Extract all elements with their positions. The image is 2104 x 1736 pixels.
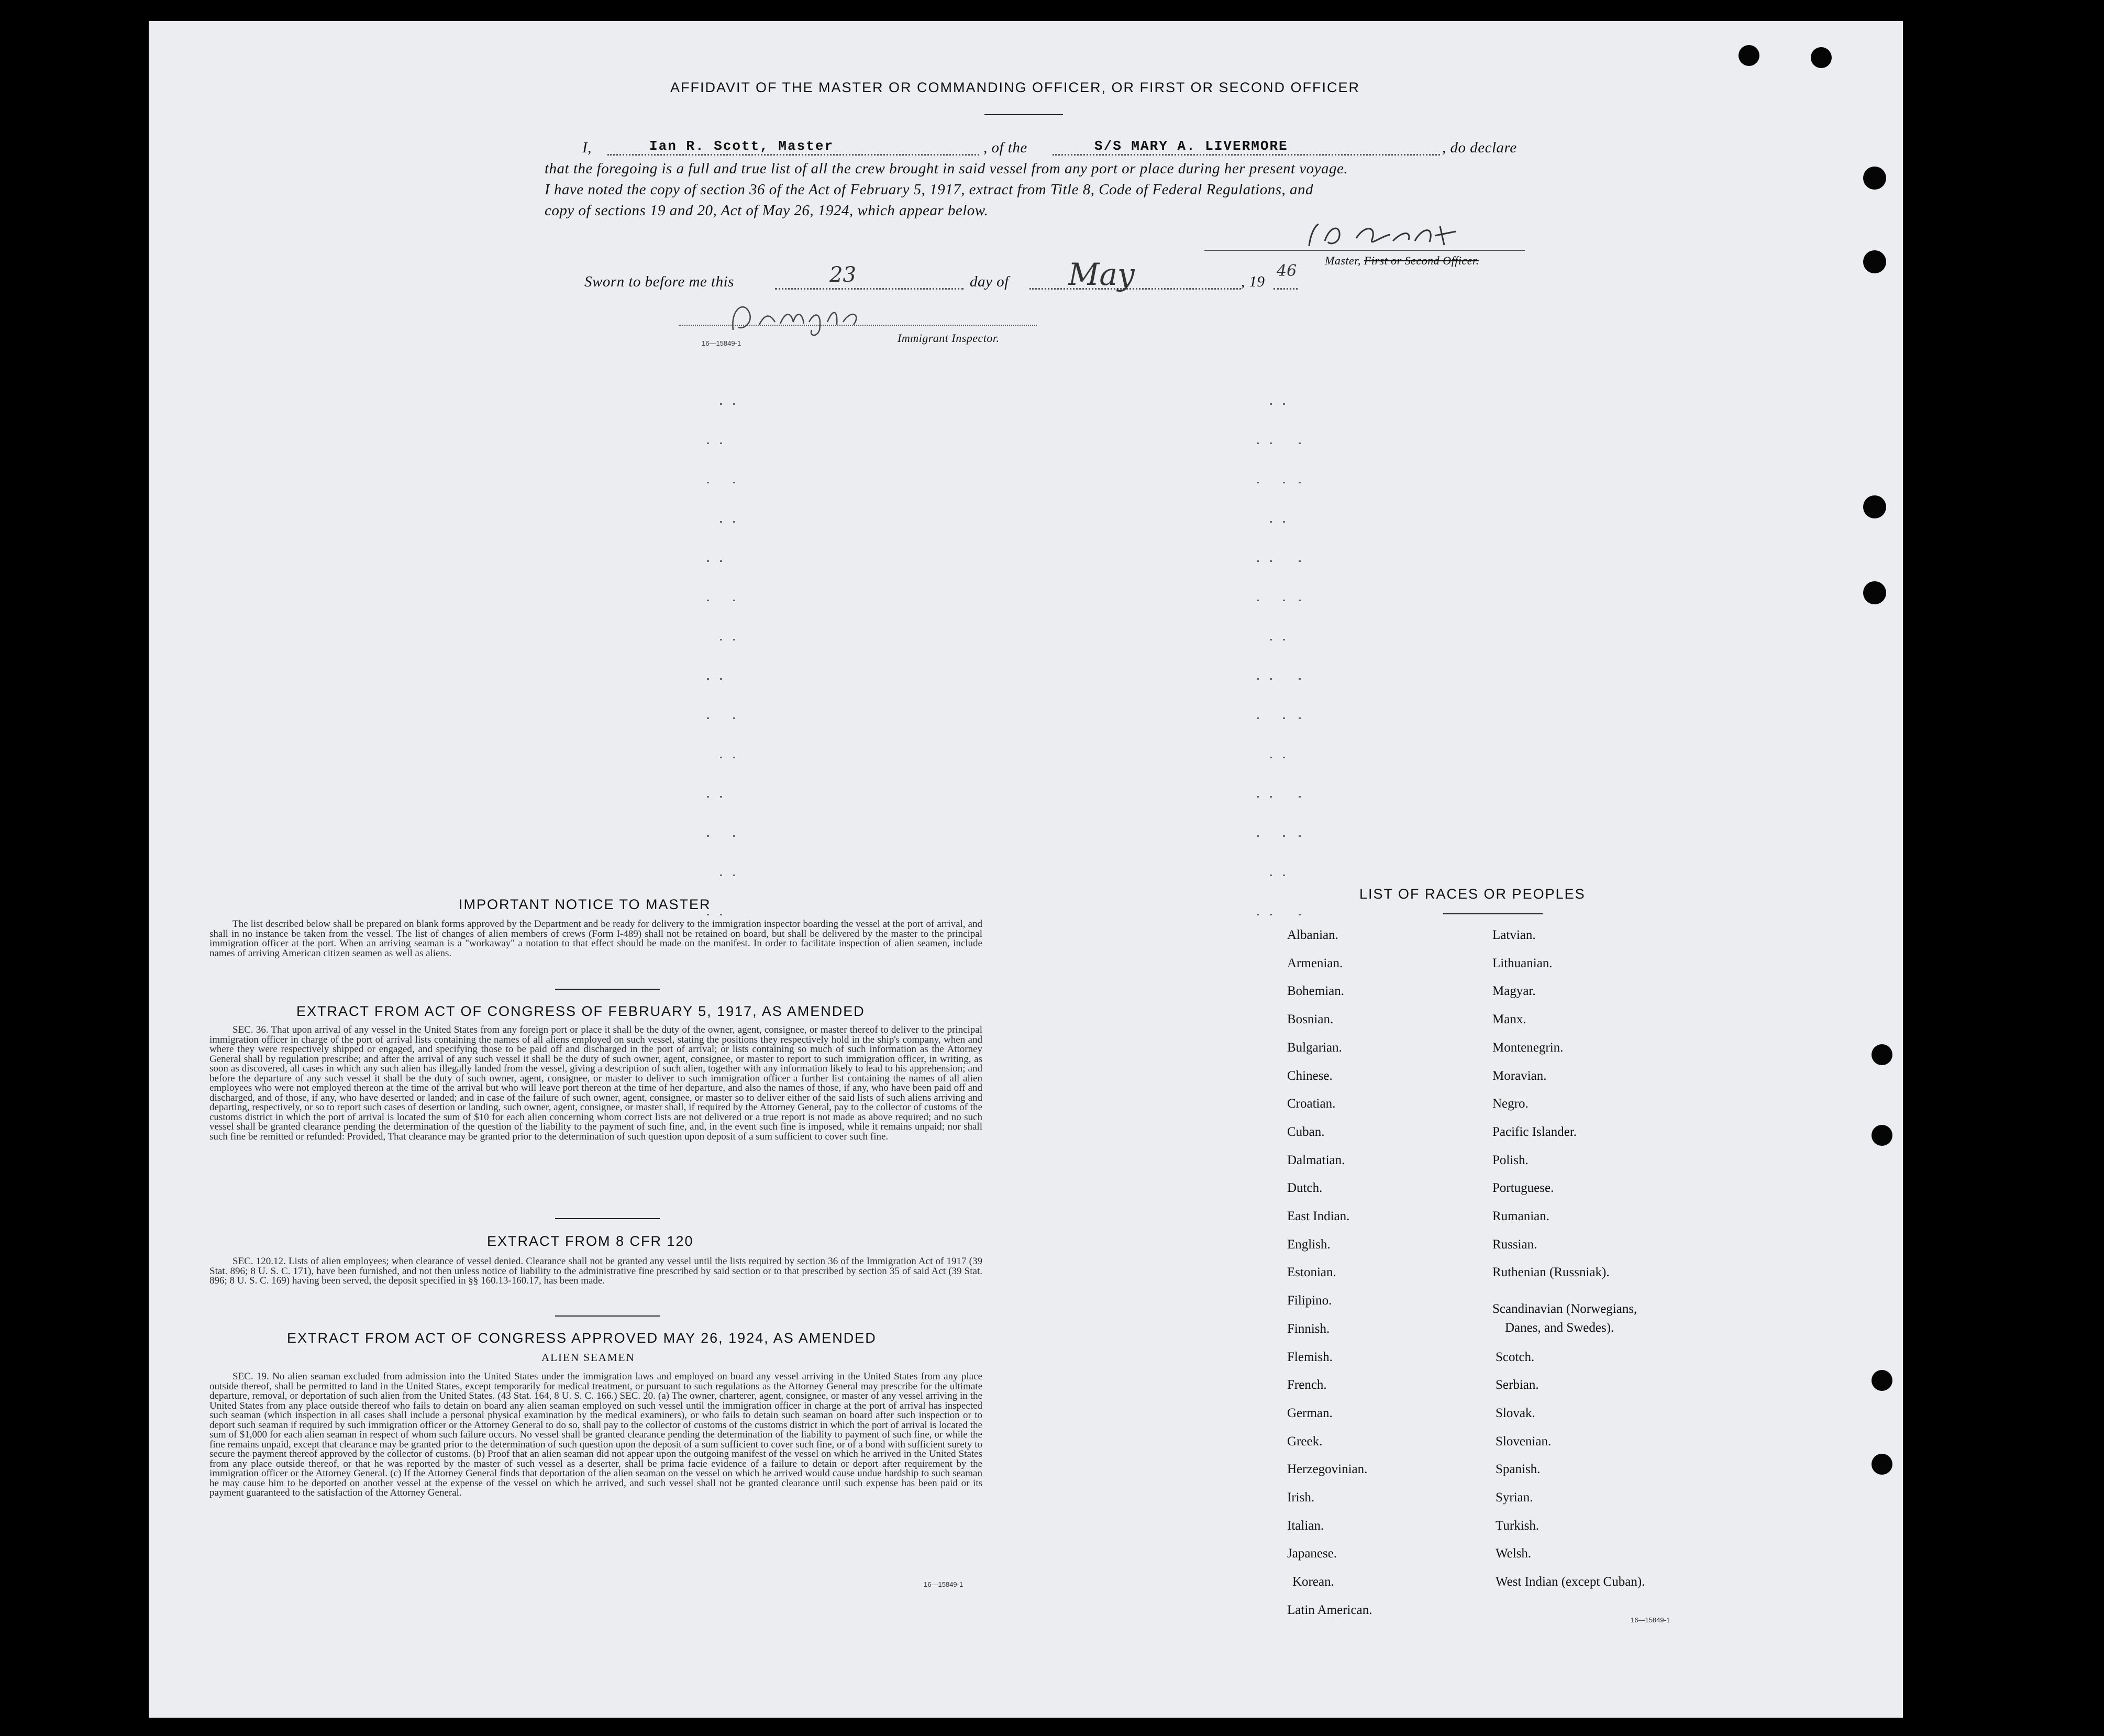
print-speck [1270,678,1272,680]
master-caption-struck: First or Second Officer. [1364,254,1479,267]
race-item: Syrian. [1496,1490,1533,1505]
print-speck [1270,443,1272,444]
extract-8cfr-divider [555,1315,660,1317]
race-item: Korean. [1292,1575,1334,1589]
print-speck [1299,835,1301,837]
vessel-name-filled: S/S MARY A. LIVERMORE [1094,138,1288,154]
print-speck [720,521,722,523]
master-name-filled: Ian R. Scott, Master [649,138,834,154]
punch-hole [1738,45,1759,66]
races-form-code: 16—15849-1 [1631,1616,1670,1624]
month-line [1029,288,1241,290]
of-the-label: , of the [983,139,1027,156]
print-speck [720,678,722,680]
print-speck [1283,757,1285,758]
print-speck [707,560,709,562]
race-item: Rumanian. [1492,1209,1550,1223]
print-speck [1270,560,1272,562]
print-speck [1257,560,1259,562]
print-speck [720,757,722,758]
print-speck [733,521,735,523]
day-filled: 23 [829,263,856,287]
race-item: Moravian. [1492,1068,1547,1083]
print-speck [1257,443,1259,444]
race-item: Finnish. [1287,1321,1330,1336]
race-item: Slovenian. [1496,1434,1552,1448]
print-speck [733,835,735,837]
race-item: Filipino. [1287,1293,1332,1308]
race-item: Spanish. [1496,1462,1541,1477]
punch-hole [1863,581,1886,604]
print-speck [733,639,735,640]
print-speck [733,757,735,758]
print-speck [1283,600,1285,601]
race-item: Herzegovinian. [1287,1462,1368,1477]
race-item: Negro. [1492,1097,1529,1111]
punch-hole [1872,1125,1892,1146]
print-speck [1257,796,1259,798]
print-speck [720,443,722,444]
race-item: Greek. [1287,1434,1323,1448]
race-item: German. [1287,1406,1333,1420]
print-speck [1257,835,1259,837]
print-speck [1283,835,1285,837]
notice-body: The list described below shall be prepared on blank forms approved by the Department and be ready for delivery to the immigration inspector boarding the vessel at the port of arrival, and shall in no instance be taken from the vessel. The list of changes of alien members of crews (Form I-489) shall not be retained on board, but shall be delivered by the master to the principal immigration officer at the port. When an arriving seaman is a "workaway" a notation to that effect should be made on the manifest. In order to facilitate inspection of alien seamen, include names of arriving American citizen seamen as well as aliens. [209,919,982,959]
print-speck [707,914,709,915]
print-speck [707,835,709,837]
print-speck [707,796,709,798]
race-item: Irish. [1287,1490,1315,1505]
extract-1917-divider [555,1218,660,1219]
race-item: Scotch. [1496,1350,1535,1364]
declaration-i-label: I, [582,139,592,156]
print-speck [1299,717,1301,719]
print-speck [707,482,709,483]
print-speck [720,403,722,405]
punch-hole [1863,495,1886,518]
race-item: Flemish. [1287,1350,1333,1364]
race-item: Bohemian. [1287,984,1345,999]
inspector-signature-line [679,325,1037,326]
print-speck [707,600,709,601]
race-item: Ruthenian (Russniak). [1492,1265,1610,1280]
day-line [775,288,964,290]
print-speck [1283,717,1285,719]
race-item: Chinese. [1287,1068,1333,1083]
race-item: Russian. [1492,1237,1537,1252]
print-speck [733,403,735,405]
print-speck [1299,482,1301,483]
print-speck [1270,914,1272,915]
master-name-line [607,154,979,156]
race-item: Turkish. [1496,1518,1540,1533]
print-speck [1299,914,1301,915]
print-speck [1299,443,1301,444]
print-speck [1257,914,1259,915]
race-item: Scandinavian (Norwegians, [1492,1302,1637,1317]
race-item: Bulgarian. [1287,1040,1342,1055]
race-item: Japanese. [1287,1546,1337,1561]
affidavit-title: AFFIDAVIT OF THE MASTER OR COMMANDING OFFICER, OR FIRST OR SECOND OFFICER [670,80,1360,95]
year-filled: 46 [1277,262,1297,280]
print-speck [707,443,709,444]
print-speck [1270,796,1272,798]
race-item: Latin American. [1287,1602,1372,1617]
do-declare-label: , do declare [1442,139,1517,156]
print-speck [1257,600,1259,601]
race-item: Croatian. [1287,1097,1336,1111]
punch-hole [1872,1370,1892,1391]
extract-1917-title: EXTRACT FROM ACT OF CONGRESS OF FEBRUARY 5, 1917, AS AMENDED [296,1003,865,1019]
print-speck [1270,521,1272,523]
punch-hole [1872,1454,1892,1475]
declaration-line-4: copy of sections 19 and 20, Act of May 26, 1924, which appear below. [545,202,989,219]
race-item: Armenian. [1287,956,1343,970]
print-speck [1270,403,1272,405]
race-item: Albanian. [1287,928,1338,942]
print-speck [1283,403,1285,405]
print-speck [1283,521,1285,523]
declaration-line-3: I have noted the copy of section 36 of the Act of February 5, 1917, extract from Title 8, Code of Federal Regulations, and [545,181,1314,198]
print-speck [1299,600,1301,601]
race-item: Magyar. [1492,984,1536,999]
race-item: Portuguese. [1492,1181,1554,1196]
extract-1924-title: EXTRACT FROM ACT OF CONGRESS APPROVED MAY 26, 1924, AS AMENDED [287,1330,877,1346]
declaration-line-2: that the foregoing is a full and true list of all the crew brought in said vessel from any port or place during her present voyage. [545,160,1348,177]
race-item: Danes, and Swedes). [1505,1321,1614,1335]
print-speck [1270,639,1272,640]
extract-8cfr-body: SEC. 120.12. Lists of alien employees; when clearance of vessel denied. Clearance shall not be granted any vessel until the lists required by section 36 of the Immigration Act of 1917 (39 Stat. 896; 8 U. S. C. 171), have been furnished, and not then unless notice of liability to the administrative fine prescribed by said section or to that prescribed by section 35 of said Act (39 Stat. 896; 8 U. S. C. 169) having been served, the deposit specified in §§ 160.13-160.17, has been made. [209,1256,982,1286]
extract-8cfr-title: EXTRACT FROM 8 CFR 120 [487,1233,694,1249]
print-speck [1257,717,1259,719]
affidavit-form-code: 16—15849-1 [702,339,741,347]
print-speck [720,639,722,640]
title-divider [984,114,1063,115]
races-title: LIST OF RACES OR PEOPLES [1359,886,1586,902]
race-item: Serbian. [1496,1378,1539,1392]
print-speck [1270,875,1272,876]
print-speck [1283,875,1285,876]
race-item: French. [1287,1378,1327,1392]
race-item: West Indian (except Cuban). [1496,1575,1645,1589]
vessel-name-line [1053,154,1440,156]
race-item: Polish. [1492,1153,1529,1167]
race-item: Italian. [1287,1518,1324,1533]
print-speck [733,482,735,483]
punch-hole [1872,1044,1892,1065]
notice-title: IMPORTANT NOTICE TO MASTER [459,897,711,912]
month-filled: May [1068,257,1135,292]
race-item: Cuban. [1287,1124,1325,1139]
extract-1917-body: SEC. 36. That upon arrival of any vessel in the United States from any foreign port or place it shall be the duty of the owner, agent, consignee, or master thereof to deliver to the principal immigration officer in charge of the port of arrival lists containing the names of all aliens employed on such vessel, stating the positions they respectively hold in the ship's company, when and where they were respectively shipped or engaged, and specifying those to be paid off and discharged in the port of arrival; or lists containing so much of such information as the Attorney General shall by regulation prescribe; and after the arrival of any such vessel it shall be the duty of such owner, agent, consignee, or master to report to such immigration officer, in writing, as soon as discovered, all cases in which any such alien has illegally landed from the vessel, giving a description of such alien, together with any information likely to lead to his apprehension; and before the departure of any such vessel it shall be the duty of such owner, agent, consignee, or master to deliver to such immigration officer a further list containing the names of all alien employees who were not employed thereon at the time of the arrival but who will leave port thereon at the time of her departure, and also the names of those, if any, who have been paid off and discharged, and of those, if any, who have deserted or landed; and in case of the failure of such owner, agent, consignee, or master so to deliver either of the said lists of such aliens arriving and departing, respectively, or so to report such cases of desertion or landing, such owner, agent, consignee, or master shall, if required by the Attorney General, pay to the collector of customs of the customs district in which the port of arrival is located the sum of $10 for each alien concerning whom correct lists are not delivered or a true report is not made as above required; and no such vessel shall be granted clearance pending the determination of the question of the liability to the payment of such fine, and, in the event such fine is imposed, while it remains unpaid; nor shall such fine be remitted or refunded: Provided, That clearance may be granted prior to the determination of such question upon deposit of a sum sufficient to cover such fine. [209,1024,982,1142]
print-speck [1270,757,1272,758]
punch-hole [1811,47,1832,68]
master-caption [1325,250,1479,271]
print-speck [1299,560,1301,562]
year-prefix: , 19 [1241,273,1265,290]
inspector-caption: Immigrant Inspector. [898,331,1000,345]
sworn-label: Sworn to before me this [584,273,734,290]
race-item: Bosnian. [1287,1012,1334,1027]
race-item: Dutch. [1287,1181,1323,1196]
race-item: East Indian. [1287,1209,1350,1223]
print-speck [1257,678,1259,680]
print-speck [1257,482,1259,483]
print-speck [720,914,722,915]
notice-divider [555,989,660,990]
extract-1924-body: SEC. 19. No alien seaman excluded from admission into the United States under the immigration laws and employed on board any vessel arriving in the United States from any place outside thereof, shall be permitted to land in the United States, except temporarily for medical treatment, or pursuant to such regulations as the Attorney General may prescribe for the ultimate departure, removal, or deportation of such alien from the United States. (43 Stat. 164, 8 U. S. C. 166.) SEC. 20. (a) The owner, charterer, agent, consignee, or master of any vessel arriving in the United States from any place outside thereof who fails to detain on board any alien seaman employed on such vessel until the immigration officer in charge at the port of arrival has inspected such seaman (which inspection in all cases shall include a personal physical examination by the medical examiners), or who fails to detain such seaman on board after such inspection or to deport such seaman if required by such immigration officer or the Attorney General to do so, shall pay to the collector of customs of the customs district in which the port of arrival is located the sum of $1,000 for each alien seaman in respect of whom such failure occurs. No vessel shall be granted clearance pending the determination of the liability to payment of such fine, or while the fine remains unpaid, except that clearance may be granted prior to the determination of such question upon the deposit of a sum sufficient to cover such fine, or of a bond with sufficient surety to secure the payment thereof approved by the collector of customs. (b) Proof that an alien seaman did not appear upon the outgoing manifest of the vessel on which he arrived in the United States from any place outside thereof, or that he was reported by the master of such vessel as a deserter, shall be prima facie evidence of a failure to detain or deport after requirement by the immigration officer or the Attorney General. (c) If the Attorney General finds that deportation of the alien seaman on the vessel on which he arrived would cause undue hardship to such seaman he may cause him to be deported on another vessel at the expense of the vessel on which he arrived, and such vessel shall not be granted clearance until such expense has been paid or its payment guaranteed to the satisfaction of the Attorney General. [209,1371,982,1498]
race-item: English. [1287,1237,1331,1252]
punch-hole [1863,167,1886,190]
print-speck [733,600,735,601]
day-of-label: day of [970,273,1009,290]
punch-hole [1863,250,1886,273]
print-speck [720,560,722,562]
extract-1924-subtitle: ALIEN SEAMEN [541,1351,635,1364]
print-speck [733,717,735,719]
extract-1924-form-code: 16—15849-1 [924,1580,964,1588]
print-speck [707,678,709,680]
print-speck [733,875,735,876]
race-item: Slovak. [1496,1406,1535,1420]
print-speck [707,717,709,719]
print-speck [720,796,722,798]
race-item: Dalmatian. [1287,1153,1345,1167]
print-speck [1299,796,1301,798]
race-item: Welsh. [1496,1546,1532,1561]
race-item: Manx. [1492,1012,1526,1027]
print-speck [1283,482,1285,483]
race-item: Montenegrin. [1492,1040,1564,1055]
year-line [1274,288,1298,290]
print-speck [1299,678,1301,680]
races-divider [1443,913,1543,914]
print-speck [1283,639,1285,640]
race-item: Latvian. [1492,928,1536,942]
master-caption-master: Master, [1325,254,1361,267]
race-item: Lithuanian. [1492,956,1553,970]
print-speck [720,875,722,876]
race-item: Pacific Islander. [1492,1124,1577,1139]
race-item: Estonian. [1287,1265,1336,1280]
